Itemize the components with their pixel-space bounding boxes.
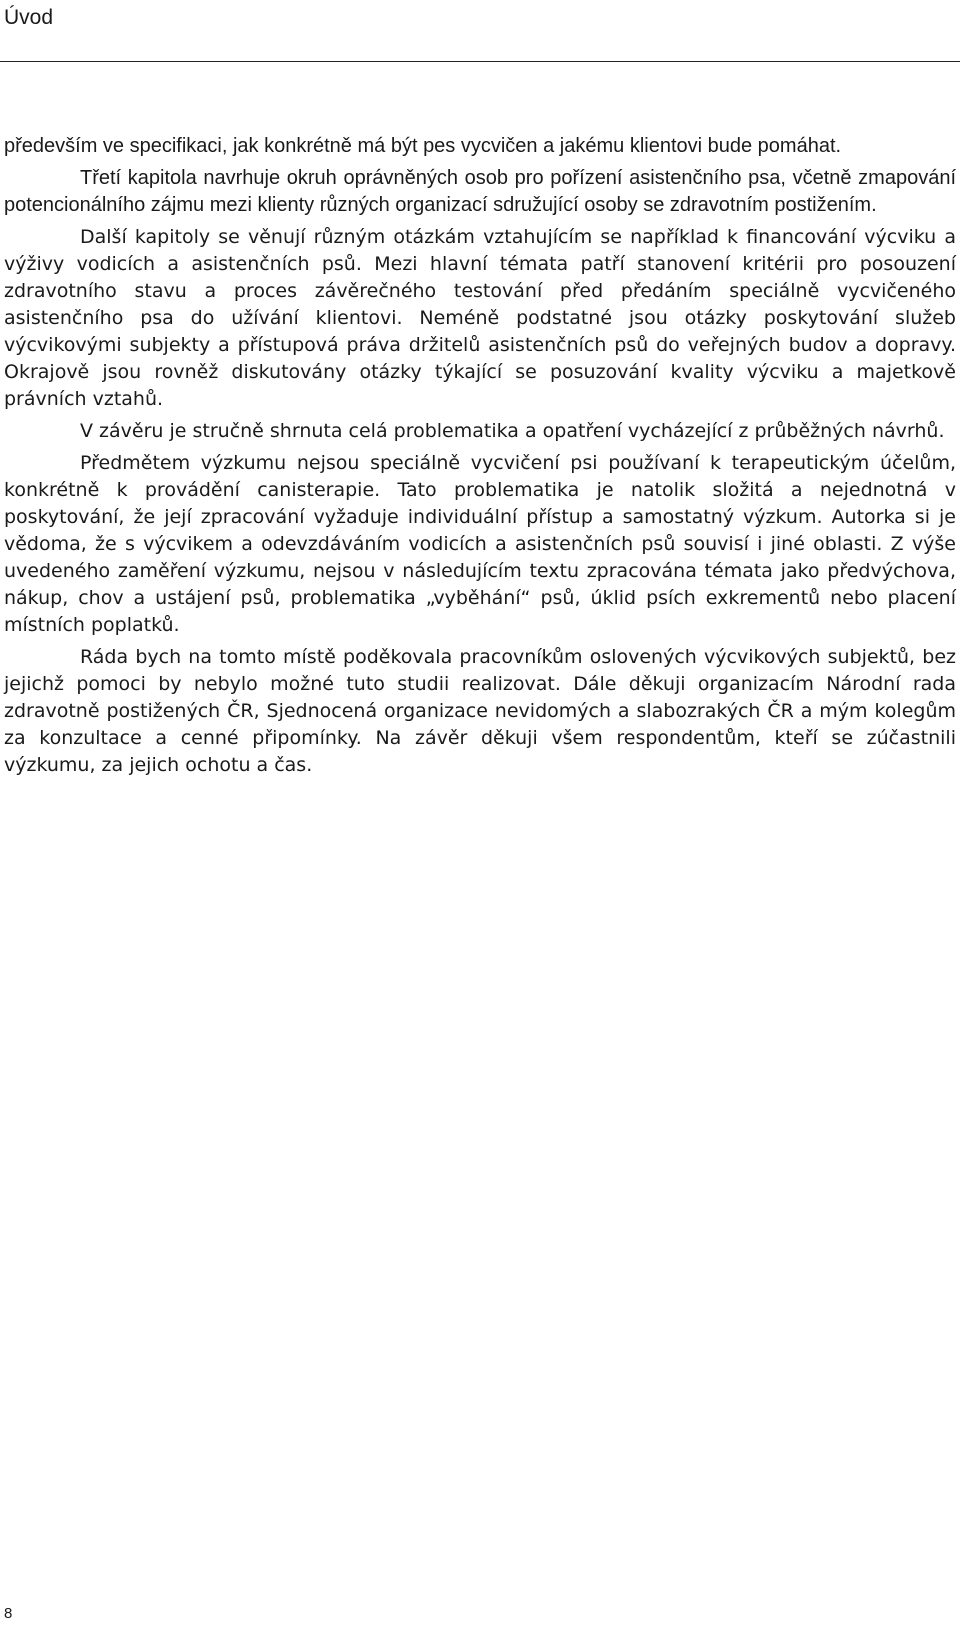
header-divider xyxy=(0,61,960,62)
paragraph-other-chapters: Další kapitoly se věnují různým otázkám vztahujícím se například k financování výcviku a výživy vodicích a asistenčních psů. Mezi hlavní témata patří stanovení kritérii pro posouzení zdravotního stavu a proces závěrečného testování před předáním speciálně vycvičeného asistenčního psa do užívání klientovi. Neméně podstatné jsou otázky poskytování služeb výcvikovými subjekty a přístupová práva držitelů asistenčních psů do veřejných budov a dopravy. Okrajově jsou rovněž diskutovány otázky týkající se posuzování kvality výcviku a majetkově právních vztahů. xyxy=(4,226,956,410)
document-body xyxy=(4,133,956,779)
paragraph-continuation: především ve specifikaci, jak konkrétně má být pes vycvičen a jakému klientovi bude pomáhat. xyxy=(4,135,842,157)
paragraph-conclusion: V závěru je stručně shrnuta celá problematika a opatření vycházející z průběžných návrhů. xyxy=(80,420,945,442)
paragraph-chapter-three: Třetí kapitola navrhuje okruh oprávněných osob pro pořízení asistenčního psa, včetně zmapování potencionálního zájmu mezi klienty různých organizací sdružující osoby se zdravotním postižením. xyxy=(4,167,956,216)
page-number: 8 xyxy=(4,1605,13,1622)
page-header-title: Úvod xyxy=(4,6,54,29)
paragraph-acknowledgements: Ráda bych na tomto místě poděkovala pracovníkům oslovených výcvikových subjektů, bez jejichž pomoci by nebylo možné tuto studii realizovat. Dále děkuji organizacím Národní rada zdravotně postižených ČR, Sjednocená organizace nevidomých a slabozrakých ČR a mým kolegům za konzultace a cenné připomínky. Na závěr děkuji všem respondentům, kteří se zúčastnili výzkumu, za jejich ochotu a čas. xyxy=(4,646,956,776)
paragraph-research-scope: Předmětem výzkumu nejsou speciálně vycvičení psi používaní k terapeutickým účelům, konkrétně k provádění canisterapie. Tato problematika je natolik složitá a nejednotná v poskytování, že její zpracování vyžaduje individuální přístup a samostatný výzkum. Autorka si je vědoma, že s výcvikem a odevzdáváním vodicích a asistenčních psů souvisí i jiné oblasti. Z výše uvedeného zaměření výzkumu, nejsou v následujícím textu zpracována témata jako předvýchova, nákup, chov a ustájení psů, problematika „vyběhání“ psů, úklid psích exkrementů nebo placení místních poplatků. xyxy=(4,452,956,636)
